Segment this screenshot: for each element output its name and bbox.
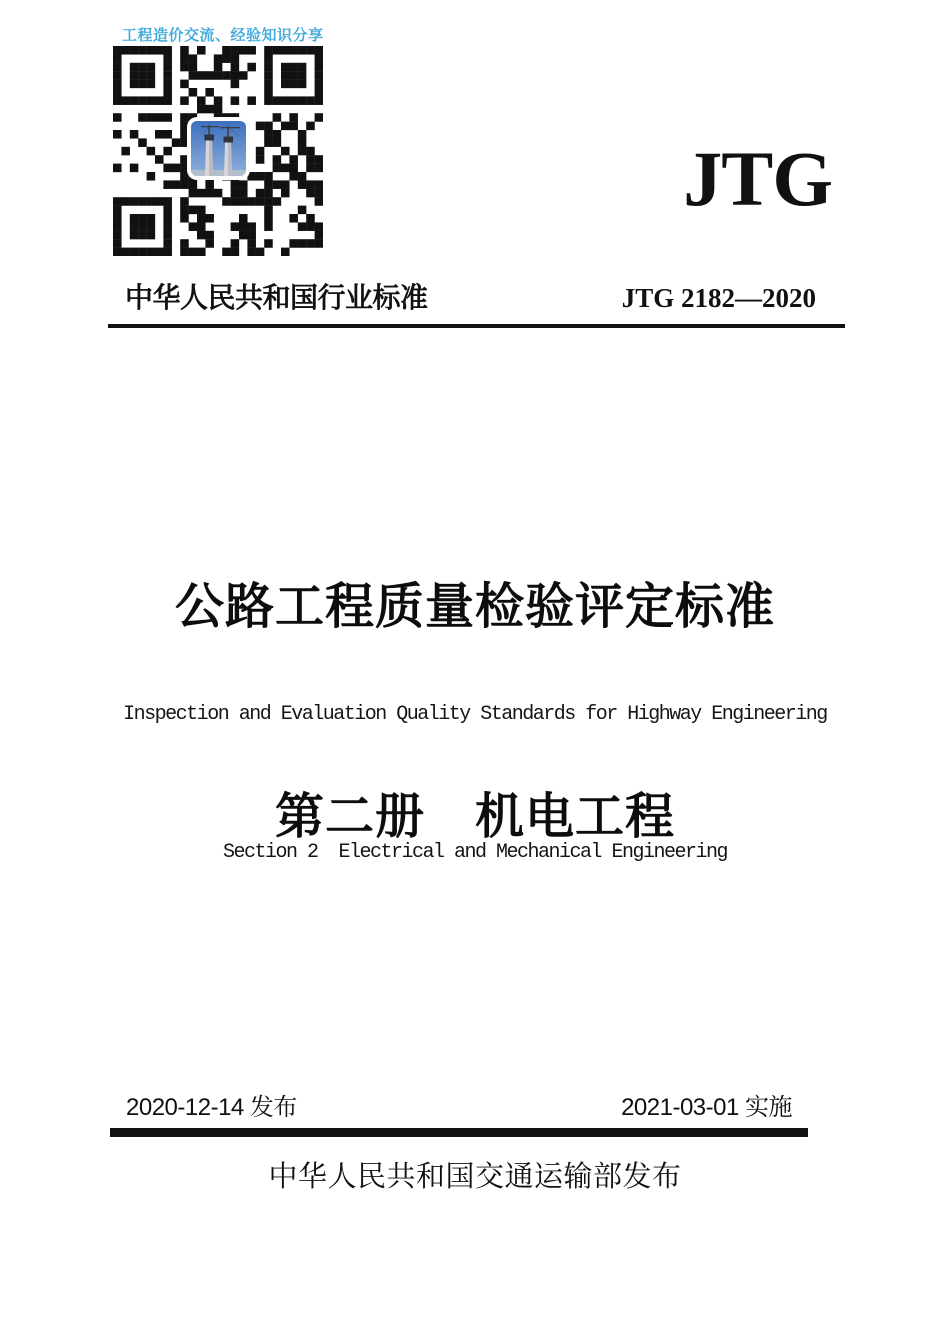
jtg-logo: JTG xyxy=(683,135,832,222)
english-title-line-2: Section 2 Electrical and Mechanical Engineering xyxy=(222,841,728,864)
bridge-piers-cranes-photo-icon xyxy=(187,117,250,180)
standard-type-label: 中华人民共和国行业标准 xyxy=(125,282,428,313)
title-line-1: 公路工程质量检验评定标准 xyxy=(174,579,775,634)
footer-rule xyxy=(110,1128,808,1137)
english-title-block xyxy=(0,600,950,968)
title-line-2: 第二册 机电工程 xyxy=(274,789,675,844)
qr-code xyxy=(113,46,323,256)
english-title-line-1: Inspection and Evaluation Quality Standards for Highway Engineering xyxy=(123,703,827,726)
standard-code: JTG 2182—2020 xyxy=(621,283,816,313)
watermark-text: 工程造价交流、经验知识分享 xyxy=(122,27,324,44)
effective-date: 2021-03-01 实施 xyxy=(621,1094,792,1121)
publisher: 中华人民共和国交通运输部发布 xyxy=(268,1161,682,1193)
masthead-rule xyxy=(108,324,845,328)
issue-date: 2020-12-14 发布 xyxy=(126,1094,297,1121)
